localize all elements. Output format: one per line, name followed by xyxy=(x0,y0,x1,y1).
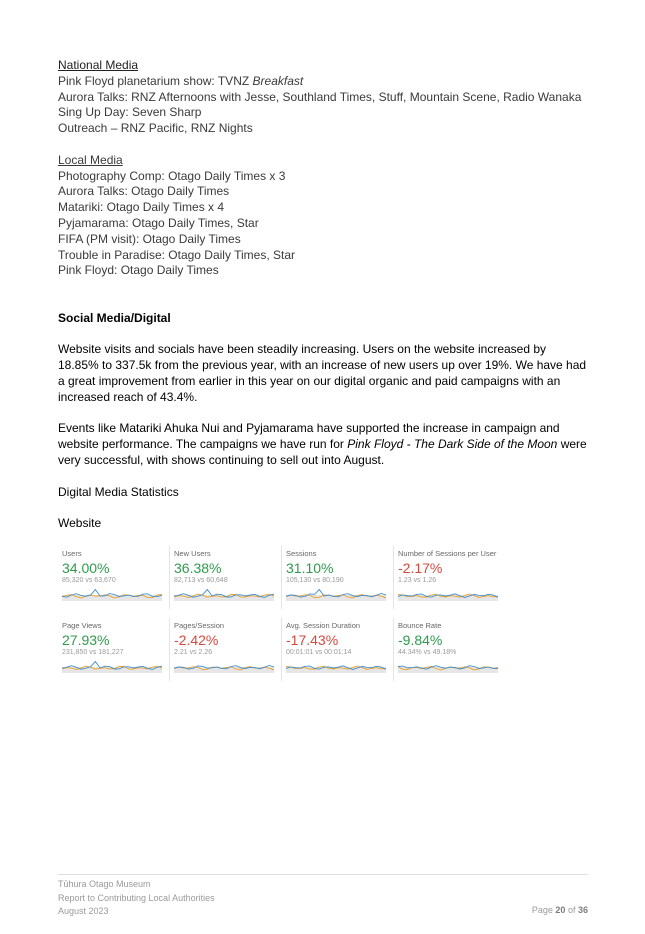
stat-sparkline xyxy=(62,586,162,602)
stat-card-pages-session xyxy=(170,618,282,681)
page-total: 36 xyxy=(577,905,588,915)
local-media-item: FIFA (PM visit): Otago Daily Times xyxy=(58,231,241,246)
stat-card-users xyxy=(58,546,170,609)
stat-sparkline xyxy=(286,586,386,602)
stats-row-2 xyxy=(58,618,506,681)
local-media-item: Pyjamarama: Otago Daily Times, Star xyxy=(58,215,259,230)
stat-comparison: 105,130 vs 80,190 xyxy=(286,577,344,584)
social-paragraph-1: Website visits and socials have been steadily increasing. Users on the website increased by 18.85% to 337.5k from the previous year, with an increase of new users up over 19%. We have had a great improvement from earlier in this year on our digital organic and paid campaigns with an increased reach of 43.4%. xyxy=(58,342,587,404)
sparkline-area xyxy=(62,595,162,601)
footer-divider xyxy=(58,874,588,875)
page-current: 20 xyxy=(555,905,566,915)
para2-text-b: were very successful, with shows continuing to sell out into August. xyxy=(58,437,587,467)
stat-value: -17.43% xyxy=(286,632,339,648)
document-body xyxy=(58,58,588,532)
digital-stats-heading: Digital Media Statistics xyxy=(58,484,179,499)
stat-comparison: 85,320 vs 63,670 xyxy=(62,577,116,584)
local-media-item: Photography Comp: Otago Daily Times x 3 xyxy=(58,168,286,183)
footer-date: August 2023 xyxy=(58,906,109,916)
stat-label: Sessions xyxy=(286,549,317,558)
stat-comparison: 1.23 vs 1.26 xyxy=(398,577,437,584)
national-media-line-3: Sing Up Day: Seven Sharp xyxy=(58,105,202,120)
stat-label: Number of Sessions per User xyxy=(398,549,497,558)
footer-report: Report to Contributing Local Authorities xyxy=(58,892,215,903)
national-line-1-text: Pink Floyd planetarium show: TVNZ xyxy=(58,73,253,88)
social-paragraph-2 xyxy=(58,421,588,468)
stat-value: -2.17% xyxy=(398,560,443,576)
stat-value: 27.93% xyxy=(62,632,110,648)
stat-sparkline xyxy=(286,658,386,674)
national-media-line-4: Outreach – RNZ Pacific, RNZ Nights xyxy=(58,121,253,136)
social-media-heading: Social Media/Digital xyxy=(58,310,171,325)
stat-card-avg-session-duration xyxy=(282,618,394,681)
website-label: Website xyxy=(58,516,102,531)
page-of: of xyxy=(567,905,576,915)
stat-comparison: 44.34% vs 49.18% xyxy=(398,649,457,656)
local-media-item: Trouble in Paradise: Otago Daily Times, Star xyxy=(58,247,295,262)
stat-comparison: 2.21 vs 2.26 xyxy=(174,649,213,656)
stat-value: 31.10% xyxy=(286,560,334,576)
local-media-item: Matariki: Otago Daily Times x 4 xyxy=(58,200,225,215)
local-media-item: Aurora Talks: Otago Daily Times xyxy=(58,184,230,199)
page-number xyxy=(532,905,588,915)
stat-value: 34.00% xyxy=(62,560,110,576)
para2-italic: Pink Floyd - The Dark Side of the Moon xyxy=(347,437,558,452)
national-media-line-2: Aurora Talks: RNZ Afternoons with Jesse, Southland Times, Stuff, Mountain Scene, Radio Wanaka xyxy=(58,89,582,104)
stat-comparison: 82,713 vs 60,648 xyxy=(174,577,228,584)
stat-value: 36.38% xyxy=(174,560,222,576)
stat-card-page-views xyxy=(58,618,170,681)
stat-card-number-of-sessions-per-user xyxy=(394,546,506,609)
para2-text-a: Events like Matariki Ahuka Nui and Pyjamarama have supported the increase in campaign and website performance. The campaigns we have run for xyxy=(58,421,560,452)
stat-sparkline xyxy=(398,586,498,602)
stat-card-bounce-rate xyxy=(394,618,506,681)
stat-comparison: 00:01:01 vs 00:01:14 xyxy=(286,649,352,656)
stat-comparison: 231,850 vs 181,227 xyxy=(62,649,124,656)
stat-label: Bounce Rate xyxy=(398,621,442,630)
footer xyxy=(58,878,215,919)
stat-label: Page Views xyxy=(62,621,102,630)
stat-value: -2.42% xyxy=(174,632,219,648)
website-stats-panel xyxy=(58,546,506,690)
stat-card-sessions xyxy=(282,546,394,609)
stat-sparkline xyxy=(398,658,498,674)
national-media-line-1 xyxy=(58,74,588,90)
local-media-heading: Local Media xyxy=(58,152,123,167)
stats-row-1 xyxy=(58,546,506,609)
stat-sparkline xyxy=(174,586,274,602)
page-word: Page xyxy=(531,905,553,915)
stat-value: -9.84% xyxy=(398,632,443,648)
stat-label: Avg. Session Duration xyxy=(286,621,361,630)
stat-sparkline xyxy=(174,658,274,674)
footer-org: Tūhura Otago Museum xyxy=(58,879,151,889)
national-line-1-italic: Breakfast xyxy=(252,73,304,88)
stat-card-new-users xyxy=(170,546,282,609)
local-media-item: Pink Floyd: Otago Daily Times xyxy=(58,263,219,278)
stat-label: New Users xyxy=(174,549,211,558)
stat-sparkline xyxy=(62,658,162,674)
stat-label: Pages/Session xyxy=(174,621,225,630)
national-media-heading: National Media xyxy=(58,58,139,72)
stat-label: Users xyxy=(62,549,82,558)
